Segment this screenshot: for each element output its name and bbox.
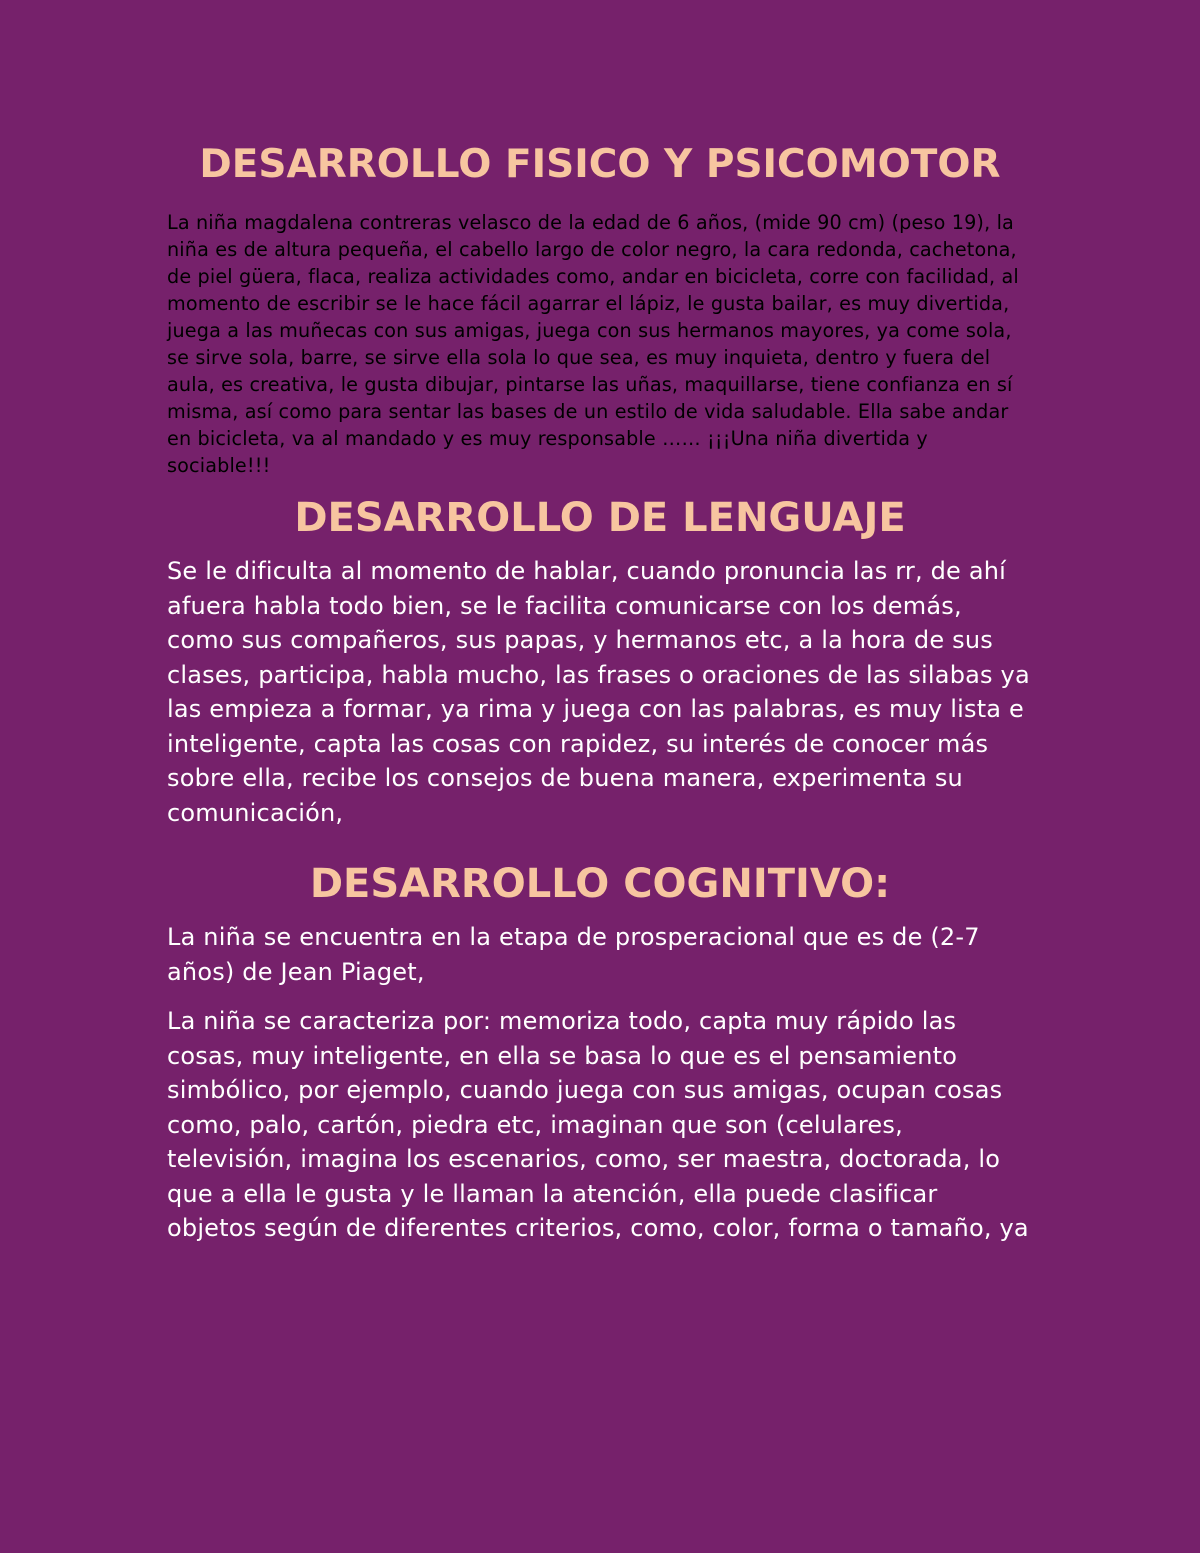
section-body-cognitivo-2: La niña se caracteriza por: memoriza todo, capta muy rápido las cosas, muy inteligente, en ella se basa lo que es el pensamiento simbólico, por ejemplo, cuando juega con sus amigas, ocupan cosas como, palo, cartón, piedra etc, imaginan que son (celulares, televisión, imagina los escenarios, como, ser maestra, doctorada, lo que a ella le gusta y le llaman la atención, ella puede clasificar objetos según de diferentes criterios, como, color, forma o tamaño, ya	[167, 1007, 1029, 1242]
document-page	[167, 138, 1033, 1246]
section-body-fisico: La niña magdalena contreras velasco de la edad de 6 años, (mide 90 cm) (peso 19), la niña es de altura pequeña, el cabello largo de color negro, la cara redonda, cachetona, de piel güera, flaca, realiza actividades como, andar en bicicleta, corre con facilidad, al momento de escribir se le hace fácil agarrar el lápiz, le gusta bailar, es muy divertida, juega a las muñecas con sus amigas, juega con sus hermanos mayores, ya come sola, se sirve sola, barre, se sirve ella sola lo que sea, es muy inquieta, dentro y fuera del aula, es creativa, le gusta dibujar, pintarse las uñas, maquillarse, tiene confianza en sí misma, así como para sentar las bases de un estilo de vida saludable. Ella sabe andar en bicicleta, va al mandado y es muy responsable …… ¡¡¡Una niña divertida y sociable!!!	[167, 211, 1019, 477]
section-title-fisico: DESARROLLO FISICO Y PSICOMOTOR	[199, 142, 1001, 187]
section-body-lenguaje: Se le dificulta al momento de hablar, cuando pronuncia las rr, de ahí afuera habla todo bien, se le facilita comunicarse con los demás, como sus compañeros, sus papas, y hermanos etc, a la hora de sus clases, participa, habla mucho, las frases o oraciones de las silabas ya las empieza a formar, ya rima y juega con las palabras, es muy lista e inteligente, capta las cosas con rapidez, su interés de conocer más sobre ella, recibe los consejos de buena manera, experimenta su comunicación,	[167, 557, 1030, 827]
section-title-lenguaje: DESARROLLO DE LENGUAJE	[294, 495, 906, 541]
section-title-cognitivo: DESARROLLO COGNITIVO:	[309, 861, 891, 907]
section-body-cognitivo-1: La niña se encuentra en la etapa de prosperacional que es de (2-7 años) de Jean Piaget,	[167, 923, 980, 986]
